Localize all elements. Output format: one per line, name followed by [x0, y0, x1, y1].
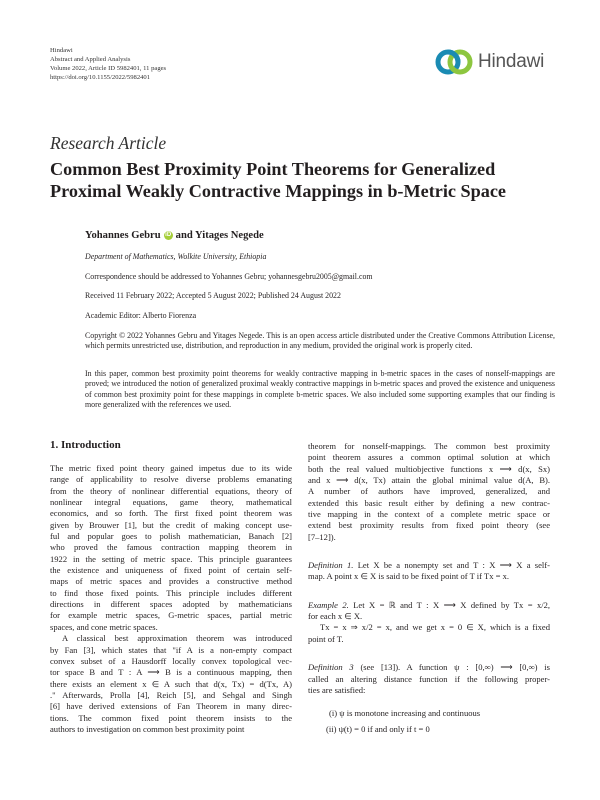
property-list [308, 704, 550, 736]
text-line: authors to investigation on common best proximity point [50, 723, 245, 734]
text-line: A classical best approximation theorem was introduced [62, 633, 292, 644]
volume-info: Volume 2022, Article ID 5982401, 11 pages [50, 65, 167, 72]
text-line: [6] have derived extensions of Fan Theorem in many direc- [50, 701, 292, 712]
example-text: Tx = x ⇒ x/2 = x, and we get x = 0 ∈ X, which is a fixed [320, 622, 550, 633]
definition-1 [308, 560, 550, 583]
correspondence: Correspondence should be addressed to Yohannes Gebru; yohannesgebru2005@gmail.com [85, 272, 373, 281]
article-type: Research Article [50, 133, 167, 153]
def-label: Definition 1. [308, 560, 354, 571]
dates: Received 11 February 2022; Accepted 5 August 2022; Published 24 August 2022 [85, 291, 341, 300]
journal-name: Abstract and Applied Analysis [50, 56, 131, 63]
text-line: there exists an element x ∈ A such that d(x, Tx) = d(Tx, A) [50, 678, 292, 689]
text-line: extended this basic result either by defining a new contrac- [308, 497, 550, 508]
text-line: who proved the famous contraction mapping theorem in [50, 542, 292, 553]
text-line: extend best proximity results from fixed point theory (see [308, 520, 550, 531]
text-line: convex subset of a Hausdorff locally convex topological vec- [50, 655, 292, 666]
academic-editor: Academic Editor: Alberto Fiorenza [85, 311, 197, 320]
hindawi-rings-icon [434, 48, 474, 76]
definition-3 [308, 662, 550, 696]
def-text: map. A point x ∈ X is said to be fixed point of T if Tx = x. [308, 571, 510, 582]
logo-text: Hindawi [478, 51, 545, 72]
authors [85, 230, 264, 241]
text-line: from the theory of nonlinear differential equations, theory of [50, 485, 292, 496]
text-line: A number of authors have improved, generalized, and [308, 486, 550, 497]
author-name: and Yitages Negede [175, 230, 264, 241]
paragraph [308, 441, 550, 543]
title-line: Proximal Weakly Contractive Mappings in b-Metric Space [50, 181, 507, 201]
text-line: tive mapping in the context of a complete metric space or [308, 509, 550, 520]
doi-link[interactable]: https://doi.org/10.1155/2022/5982401 [50, 74, 151, 81]
text-line: both the real valued multiobjective functions x ⟶ d(x, Sx) [308, 463, 550, 474]
affiliation: Department of Mathematics, Wolkite University, Ethiopia [85, 252, 267, 261]
text-line: tor space B and T : A ⟶ B is a continuous mapping, then [50, 667, 292, 678]
text-line: ful and popular goes to polish mathematician, Banach [2] [50, 531, 292, 542]
text-line: range of applicability to resolve diverse problems emanating [50, 474, 292, 485]
hindawi-logo [434, 48, 544, 76]
example-text: Let X = ℝ and T : X ⟶ X defined by Tx = x/2, [353, 599, 550, 610]
copyright: Copyright © 2022 Yohannes Gebru and Yitages Negede. This is an open access article distributed under the Creative Commons Attribution License, which permits unrestricted use, distribution, and reproduction in any medium, provided the original work is properly cited. [85, 331, 555, 351]
example-text: for each x ∈ X. [308, 611, 363, 622]
text-line: ." Afterwards, Prolla [4], Reich [5], and Sehgal and Singh [50, 689, 292, 700]
text-line: theorem for nonself-mappings. The common best proximity [308, 441, 550, 451]
text-line: the existence and uniqueness of fixed point of certain self- [50, 565, 292, 576]
example-2 [308, 600, 550, 645]
article-title [50, 158, 506, 202]
author-name[interactable]: Yohannes Gebru [85, 230, 161, 241]
def-label: Definition 3 [308, 662, 354, 673]
text-line: directions in different spaces adopted by mathematicians [50, 599, 292, 610]
def-text: ties are satisfied: [308, 684, 366, 695]
text-line: economics, and so forth. The first fixed point theorem was [50, 508, 292, 519]
journal-meta [50, 46, 166, 82]
def-text: (see [13]). A function ψ : [0,∞) ⟶ [0,∞) is [353, 662, 550, 673]
publisher: Hindawi [50, 47, 73, 54]
text-line: and x ⟶ d(x, Tx) attain the global minimal value d(A, B). [308, 475, 550, 486]
text-line: for example metric spaces, G-metric spaces, partial metric [50, 610, 292, 621]
title-line: Common Best Proximity Point Theorems for Generalized [50, 159, 496, 179]
abstract: In this paper, common best proximity point theorems for weakly contractive mapping in b-metric spaces in the cases of nonself-mappings are proved; we introduced the notion of generalized proximal weakly contractive mappings in b-metric spaces and proved the existence and uniqueness of common best proximity point for these mappings in complete b-metric spaces. We also included some supporting examples that our finding is more generalized with the references we used. [85, 369, 555, 410]
left-column [50, 463, 292, 735]
example-label: Example 2. [308, 599, 349, 610]
list-item: (i) ψ is monotone increasing and continuous [329, 708, 481, 719]
text-line: spaces, and cone metric spaces. [50, 621, 158, 632]
text-line: tions. The common fixed point theorem insists to the [50, 712, 292, 723]
text-line: 1922 in the setting of metric space. This principle guarantees [50, 553, 292, 564]
right-column [308, 441, 550, 736]
text-line: nonlinear integral equations, game theory, mathematical [50, 497, 292, 508]
paragraph [50, 633, 292, 735]
text-line: to find those fixed points. This principle includes different [50, 587, 292, 598]
list-item: (ii) ψ(t) = 0 if and only if t = 0 [326, 724, 430, 735]
text-line: The metric fixed point theory gained impetus due to its wide [50, 463, 292, 473]
text-line: given by Brouwer [1], but the credit of making concept use- [50, 519, 292, 530]
text-line: point theorem assures a common optimal solution at which [308, 452, 550, 463]
example-text: point of T. [308, 633, 344, 644]
text-line: [7–12]). [308, 531, 336, 542]
text-line: maps of metric spaces and provides a constructive method [50, 576, 292, 587]
paragraph [50, 463, 292, 633]
section-heading: 1. Introduction [50, 439, 121, 451]
text-line: by Fan [3], which states that "if A is a non-empty compact [50, 644, 292, 655]
def-text: Let X be a nonempty set and T : X ⟶ X a self- [357, 560, 550, 571]
def-text: called an altering distance function if the following proper- [308, 673, 550, 684]
orcid-icon[interactable]: iD [165, 232, 172, 238]
